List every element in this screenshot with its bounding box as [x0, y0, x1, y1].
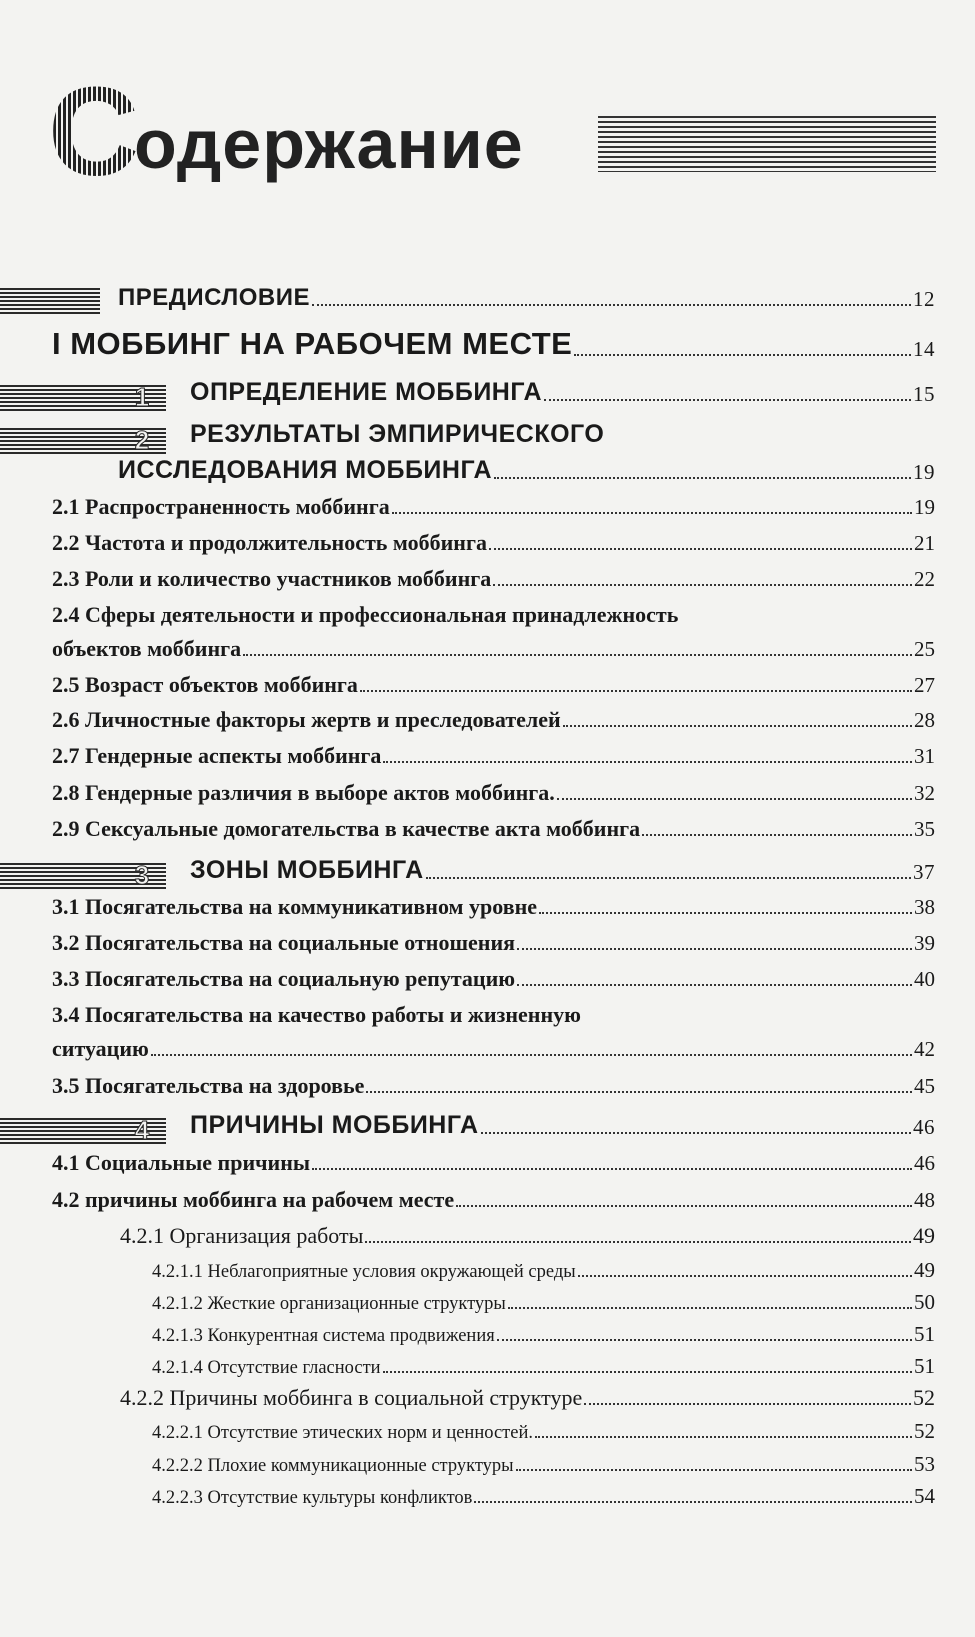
leader-dots [517, 984, 912, 986]
leader-dots [497, 1339, 912, 1341]
toc-entry-4-1[interactable]: 4.1 Социальные причины 46 [52, 1150, 935, 1175]
toc-entry-4-2-2-2[interactable]: 4.2.2.2 Плохие коммуникационные структуры 53 [152, 1452, 935, 1476]
toc-entry-2-5[interactable]: 2.5 Возраст объектов моббинга 27 [52, 672, 935, 697]
leader-dots [360, 690, 912, 692]
toc-entry-2-7[interactable]: 2.7 Гендерные аспекты моббинга 31 [52, 743, 935, 768]
leader-dots [584, 1403, 911, 1405]
toc-entry-3-1[interactable]: 3.1 Посягательства на коммуникативном уровне 38 [52, 894, 935, 919]
chapter-2-decor-lines [0, 428, 118, 454]
leader-dots [481, 1132, 911, 1134]
toc-entry-chapter-3[interactable]: ЗОНЫ МОББИНГА 37 [190, 856, 935, 884]
leader-dots [516, 1469, 912, 1471]
leader-dots [642, 834, 912, 836]
leader-dots [312, 1168, 912, 1170]
toc-entry-2-2[interactable]: 2.2 Частота и продолжительность моббинга 21 [52, 530, 935, 555]
leader-dots [539, 912, 912, 914]
chapter-2-number: 2 [118, 428, 166, 454]
leader-dots [493, 584, 912, 586]
toc-entry-4-2-1-3[interactable]: 4.2.1.3 Конкурентная система продвижения 51 [152, 1322, 935, 1346]
leader-dots [456, 1205, 912, 1207]
title-text: одержание [134, 105, 524, 183]
chapter-4-number: 4 [118, 1118, 166, 1144]
toc-entry-3-4[interactable]: ситуацию 42 [52, 1036, 935, 1061]
toc-entry-2-8[interactable]: 2.8 Гендерные различия в выборе актов моббинга. 32 [52, 780, 935, 805]
toc-entry-chapter-4[interactable]: ПРИЧИНЫ МОББИНГА 46 [190, 1111, 935, 1139]
leader-dots [489, 548, 912, 550]
toc-entry-2-4-line1[interactable]: 2.4 Сферы деятельности и профессиональная принадлежность [52, 602, 679, 627]
leader-dots [365, 1241, 911, 1243]
title-decor-lines [598, 116, 936, 172]
title-initial-letter: С [48, 61, 139, 202]
leader-dots [508, 1307, 912, 1309]
toc-entry-2-9[interactable]: 2.9 Сексуальные домогательства в качестве акта моббинга 35 [52, 816, 935, 841]
toc-entry-3-5[interactable]: 3.5 Посягательства на здоровье 45 [52, 1073, 935, 1098]
toc-entry-2-1[interactable]: 2.1 Распространенность моббинга 19 [52, 494, 935, 519]
leader-dots [426, 877, 911, 879]
chapter-1-number: 1 [118, 385, 166, 411]
toc-entry-3-3[interactable]: 3.3 Посягательства на социальную репутацию 40 [52, 966, 935, 991]
toc-entry-4-2[interactable]: 4.2 причины моббинга на рабочем месте 48 [52, 1187, 935, 1212]
toc-entry-2-6[interactable]: 2.6 Личностные факторы жертв и преследователей 28 [52, 707, 935, 732]
toc-entry-part-1[interactable]: I МОББИНГ НА РАБОЧЕМ МЕСТЕ 14 [52, 326, 935, 361]
leader-dots [494, 477, 911, 479]
leader-dots [557, 798, 912, 800]
chapter-3-number: 3 [118, 863, 166, 889]
leader-dots [574, 354, 911, 356]
leader-dots [578, 1275, 912, 1277]
leader-dots [392, 512, 912, 514]
toc-entry-4-2-1-2[interactable]: 4.2.1.2 Жесткие организационные структуры 50 [152, 1290, 935, 1314]
toc-entry-4-2-2-1[interactable]: 4.2.2.1 Отсутствие этических норм и ценностей. 52 [152, 1419, 935, 1443]
toc-entry-chapter-1[interactable]: ОПРЕДЕЛЕНИЕ МОББИНГА 15 [190, 378, 935, 406]
leader-dots [312, 304, 911, 306]
toc-entry-chapter-2-line1[interactable]: РЕЗУЛЬТАТЫ ЭМПИРИЧЕСКОГО [190, 420, 605, 448]
toc-entry-3-2[interactable]: 3.2 Посягательства на социальные отношения 39 [52, 930, 935, 955]
chapter-1-decor-lines [0, 385, 118, 411]
toc-entry-chapter-2[interactable]: ИССЛЕДОВАНИЯ МОББИНГА 19 [118, 456, 935, 484]
leader-dots [544, 399, 911, 401]
leader-dots [383, 761, 912, 763]
toc-entry-4-2-2[interactable]: 4.2.2 Причины моббинга в социальной структуре 52 [120, 1385, 935, 1410]
leader-dots [243, 654, 912, 656]
preface-decor-lines [0, 288, 100, 314]
toc-entry-preface[interactable]: ПРЕДИСЛОВИЕ 12 [118, 284, 935, 311]
leader-dots [517, 948, 912, 950]
toc-entry-4-2-2-3[interactable]: 4.2.2.3 Отсутствие культуры конфликтов 54 [152, 1484, 935, 1508]
leader-dots [151, 1054, 912, 1056]
toc-entry-2-3[interactable]: 2.3 Роли и количество участников моббинга 22 [52, 566, 935, 591]
toc-entry-4-2-1-4[interactable]: 4.2.1.4 Отсутствие гласности 51 [152, 1354, 935, 1378]
leader-dots [535, 1436, 912, 1438]
leader-dots [563, 725, 912, 727]
chapter-3-decor-lines [0, 863, 118, 889]
leader-dots [474, 1501, 912, 1503]
toc-entry-4-2-1-1[interactable]: 4.2.1.1 Неблагоприятные условия окружающей среды 49 [152, 1258, 935, 1282]
toc-entry-4-2-1[interactable]: 4.2.1 Организация работы 49 [120, 1223, 935, 1248]
leader-dots [366, 1091, 912, 1093]
leader-dots [383, 1371, 912, 1373]
chapter-4-decor-lines [0, 1118, 118, 1144]
page-title [48, 61, 938, 202]
toc-entry-2-4[interactable]: объектов моббинга 25 [52, 636, 935, 661]
toc-entry-3-4-line1[interactable]: 3.4 Посягательства на качество работы и жизненную [52, 1002, 581, 1027]
